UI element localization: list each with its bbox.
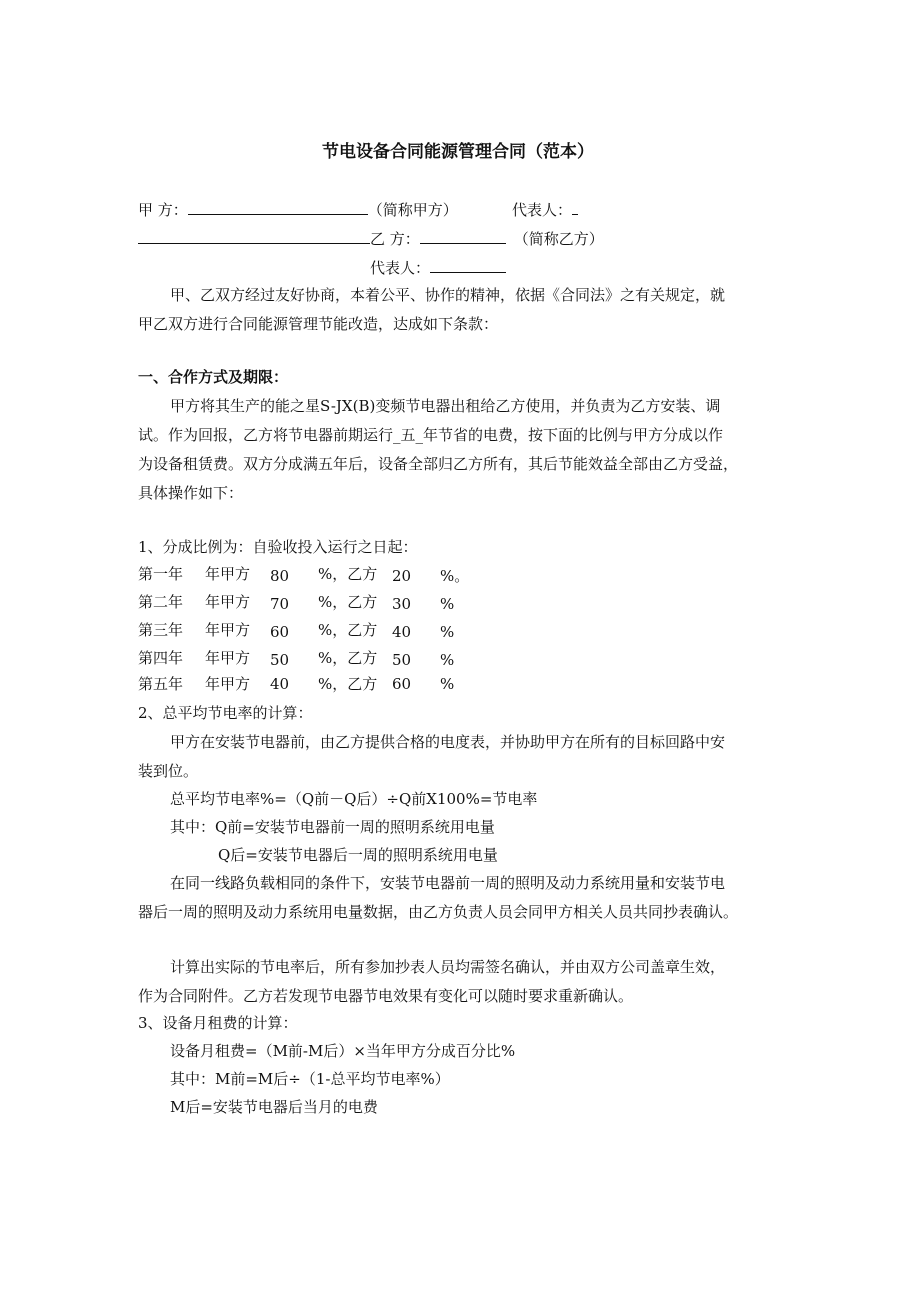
party-a-line: [138, 198, 458, 220]
ratio-col-a: 年甲方: [205, 565, 251, 583]
ratio-a-value: 40: [270, 675, 290, 693]
ratio-a-value: 80: [270, 567, 290, 585]
document-title: 节电设备合同能源管理合同（范本）: [322, 142, 594, 162]
party-b-blank: [420, 227, 506, 244]
section-1-para-line-3: 为设备租赁费。双方分成满五年后，设备全部归乙方所有，其后节能效益全部由乙方受益，: [138, 455, 739, 473]
section-1-heading: 一、合作方式及期限：: [138, 368, 289, 386]
ratio-heading: 1、分成比例为：自验收投入运行之日起：: [138, 538, 418, 556]
ratio-year: 第二年: [138, 593, 184, 611]
ratio-col-a: 年甲方: [205, 621, 251, 639]
ratio-col-a: 年甲方: [205, 593, 251, 611]
ratio-year: 第四年: [138, 649, 184, 667]
monthly-fee-where-2: M后=安装节电器后当月的电费: [170, 1098, 378, 1116]
section-2-para-line-1: 甲方在安装节电器前，由乙方提供合格的电度表，并协助甲方在所有的目标回路中安: [170, 733, 726, 751]
party-b-line: [138, 227, 604, 249]
rep-label-1: 代表人：: [512, 201, 573, 219]
section-2-heading: 2、总平均节电率的计算：: [138, 704, 313, 722]
rep-b-blank: [430, 256, 506, 273]
ratio-col-b: %，乙方: [318, 565, 378, 583]
ratio-a-value: 70: [270, 595, 290, 613]
rep-a-blank-cont: [138, 227, 370, 244]
ratio-a-value: 60: [270, 623, 290, 641]
rep-a-blank: [572, 198, 578, 215]
ratio-pct: %: [440, 595, 455, 613]
section-3-heading: 3、设备月租费的计算：: [138, 1014, 298, 1032]
ratio-pct: %: [440, 651, 455, 669]
section-2-para-line-4: 器后一周的照明及动力系统用电量数据，由乙方负责人员会同甲方相关人员共同抄表确认。: [138, 903, 739, 921]
ratio-pct: %: [440, 623, 455, 641]
ratio-b-value: 50: [392, 651, 412, 669]
intro-line-2: 甲乙双方进行合同能源管理节能改造，达成如下条款：: [138, 315, 499, 333]
ratio-col-b: %，乙方: [318, 593, 378, 611]
saving-rate-formula: 总平均节电率%=（Q前－Q后）÷Q前X100%=节电率: [170, 790, 538, 808]
ratio-b-value: 60: [392, 675, 412, 693]
saving-rate-where-2: Q后=安装节电器后一周的照明系统用电量: [218, 846, 498, 864]
ratio-b-value: 40: [392, 623, 412, 641]
party-b-abbr: （简称乙方）: [513, 230, 604, 248]
monthly-fee-formula: 设备月租费=（M前-M后）×当年甲方分成百分比%: [170, 1042, 516, 1060]
ratio-b-value: 20: [392, 567, 412, 585]
ratio-year: 第三年: [138, 621, 184, 639]
ratio-col-a: 年甲方: [205, 649, 251, 667]
ratio-col-a: 年甲方: [205, 675, 251, 693]
section-2-para-line-2: 装到位。: [138, 762, 199, 780]
section-2-para-line-3: 在同一线路负载相同的条件下，安装节电器前一周的照明及动力系统用量和安装节电: [170, 874, 726, 892]
ratio-col-b: %，乙方: [318, 621, 378, 639]
ratio-b-value: 30: [392, 595, 412, 613]
ratio-pct: %。: [440, 567, 470, 585]
ratio-col-b: %，乙方: [318, 675, 378, 693]
section-1-para-line-2: 试。作为回报，乙方将节电器前期运行_五_年节省的电费，按下面的比例与甲方分成以作: [138, 426, 724, 444]
ratio-col-b: %，乙方: [318, 649, 378, 667]
ratio-a-value: 50: [270, 651, 290, 669]
saving-rate-where-1: 其中：Q前=安装节电器前一周的照明系统用电量: [170, 818, 495, 836]
ratio-year: 第一年: [138, 565, 184, 583]
ratio-year: 第五年: [138, 675, 184, 693]
section-2-para-line-5: 计算出实际的节电率后，所有参加抄表人员均需签名确认，并由双方公司盖章生效，: [170, 958, 726, 976]
intro-line-1: 甲、乙双方经过友好协商，本着公平、协作的精神，依据《合同法》之有关规定，就: [170, 286, 726, 304]
ratio-pct: %: [440, 675, 455, 693]
rep-label-2: 代表人：: [370, 259, 431, 277]
section-2-para-line-6: 作为合同附件。乙方若发现节电器节电效果有变化可以随时要求重新确认。: [138, 987, 634, 1005]
party-a-label: 甲 方：: [138, 201, 188, 219]
rep-a: [512, 198, 578, 220]
party-b-label: 乙 方：: [370, 230, 420, 248]
party-a-abbr: （简称甲方）: [367, 201, 458, 219]
section-1-para-line-1: 甲方将其生产的能之星S-JX(B)变频节电器出租给乙方使用，并负责为乙方安装、调: [170, 397, 721, 415]
section-1-para-line-4: 具体操作如下：: [138, 484, 244, 502]
rep-b-line: [370, 256, 506, 278]
party-a-blank: [188, 198, 368, 215]
monthly-fee-where-1: 其中：M前=M后÷（1-总平均节电率%）: [170, 1070, 450, 1088]
